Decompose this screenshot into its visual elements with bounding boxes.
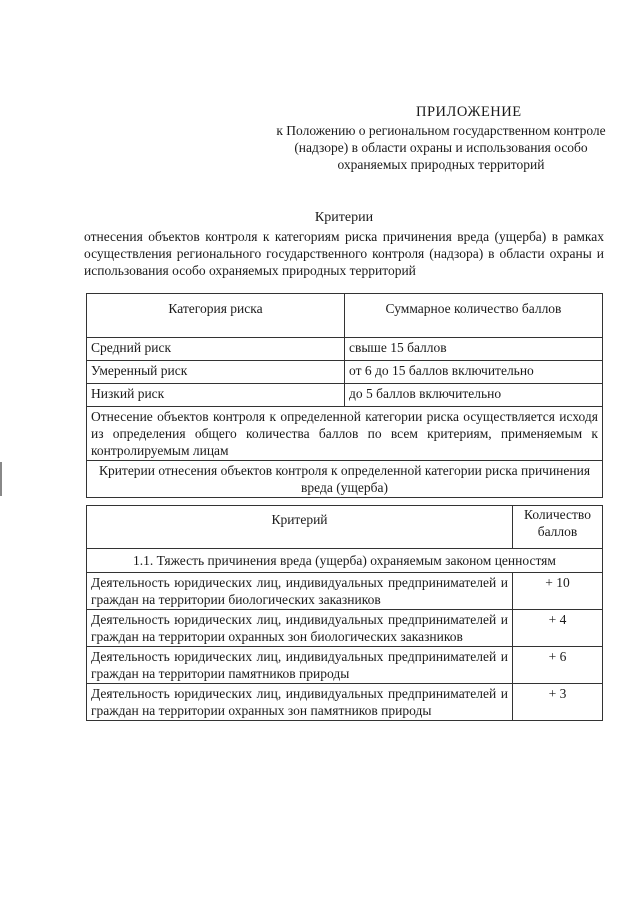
margin-mark [0,462,2,496]
table-row [87,361,603,384]
risk-category-cell: Умеренный риск [87,361,345,384]
points-cell: + 6 [513,647,603,684]
table-row [87,610,603,647]
criteria-title-row [87,461,603,498]
points-cell: + 3 [513,684,603,721]
points-cell: + 4 [513,610,603,647]
appendix-title: ПРИЛОЖЕНИЕ [416,104,522,120]
table-row [87,338,603,361]
risk-points-cell: до 5 баллов включительно [345,384,603,407]
table-row [87,573,603,610]
header-risk-category: Категория риска [87,294,345,338]
risk-note: Отнесение объектов контроля к определенной категории риска осуществляется исходя из определения общего количества баллов по всем критериям, применяемым к контролируемым лицам [87,407,603,461]
section-row [87,549,603,573]
criterion-cell: Деятельность юридических лиц, индивидуальных предпринимателей и граждан на территории охранных зон памятников природы [87,684,513,721]
criterion-cell: Деятельность юридических лиц, индивидуальных предпринимателей и граждан на территории охранных зон биологических заказников [87,610,513,647]
header-criterion: Критерий [87,506,513,549]
criterion-cell: Деятельность юридических лиц, индивидуальных предпринимателей и граждан на территории биологических заказников [87,573,513,610]
risk-category-cell: Средний риск [87,338,345,361]
table-row [87,684,603,721]
risk-points-cell: свыше 15 баллов [345,338,603,361]
risk-table [86,293,603,498]
appendix-subtitle: к Положению о региональном государственном контроле (надзоре) в области охраны и использования особо охраняемых природных территорий [276,123,606,172]
section-title: 1.1. Тяжесть причинения вреда (ущерба) охраняемым законом ценностям [87,549,603,573]
header-points: Количество баллов [513,506,603,549]
risk-table-header [87,294,603,338]
criteria-table-header [87,506,603,549]
criteria-table-title: Критерии отнесения объектов контроля к определенной категории риска причинения вреда (ущерба) [87,461,603,498]
table-row [87,384,603,407]
header-total-points: Суммарное количество баллов [345,294,603,338]
risk-category-cell: Низкий риск [87,384,345,407]
criteria-table [86,505,603,721]
points-cell: + 10 [513,573,603,610]
criteria-title: Критерии [314,210,374,225]
note-row [87,407,603,461]
criterion-cell: Деятельность юридических лиц, индивидуальных предпринимателей и граждан на территории памятников природы [87,647,513,684]
risk-points-cell: от 6 до 15 баллов включительно [345,361,603,384]
table-row [87,647,603,684]
criteria-subtitle: отнесения объектов контроля к категориям риска причинения вреда (ущерба) в рамках осуществления регионального государственного контроля (надзора) в области охраны и использования особо охраняемых природных территорий [84,229,604,278]
